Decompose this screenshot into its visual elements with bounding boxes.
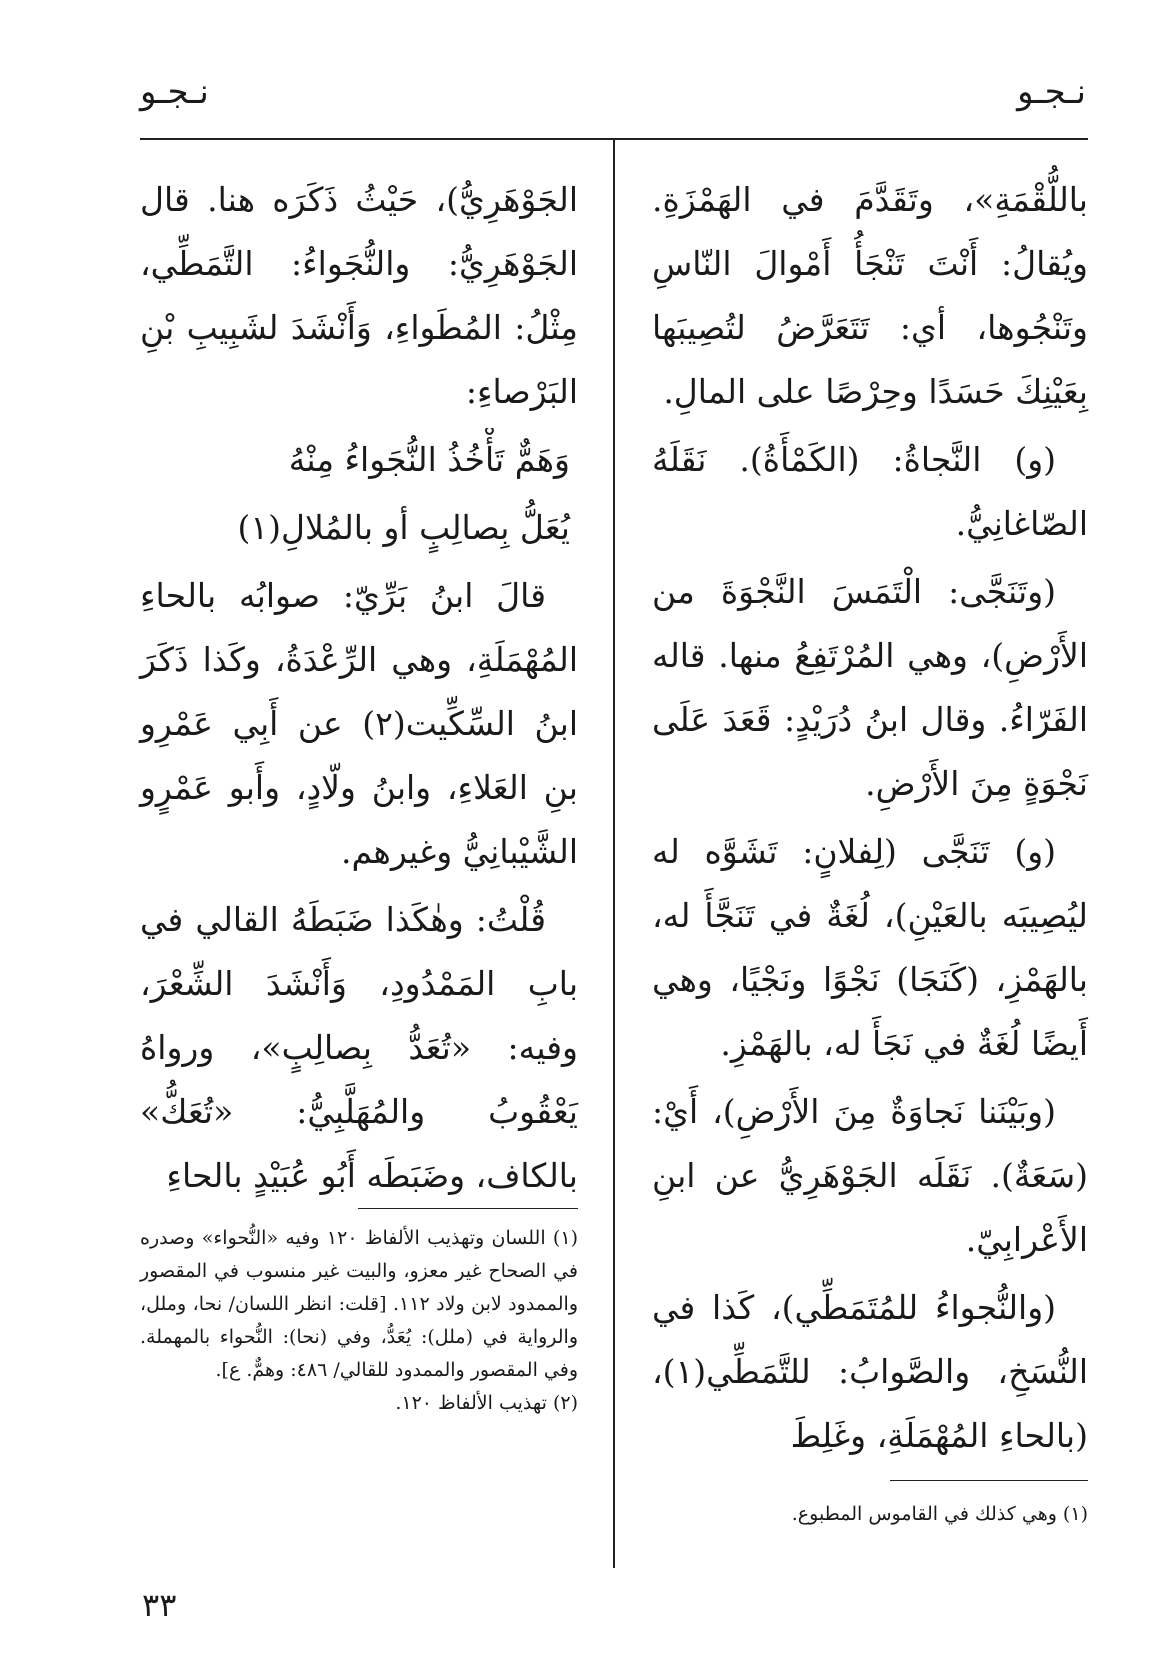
entry-paragraph: الجَوْهَرِيُّ)، حَيْثُ ذَكَرَه هنا. قال الجَوْهَرِيُّ: والنُّجَواءُ: التَّمَطِّي، مِثْلُ: المُطَواءِ، وَأَنْشَدَ لشَبِيبِ بْنِ البَرْصاءِ:	[140, 180, 578, 411]
entry-paragraph: (و) تَنَجَّى (لِفلانٍ: تَشَوَّه له ليُصِيبَه بالعَيْنِ)، لُغَةٌ في تَنَجَّأَ له، بالهَمْزِ، (كَنَجَا) نَجْوًا ونَجْيًا، وهي أَيضًا لُغَةٌ في نَجَأَ له، بالهَمْزِ.	[652, 832, 1088, 1063]
column-divider	[613, 138, 615, 1568]
entry-paragraph: قالَ ابنُ بَرِّيّ: صوابُه بالحاءِ المُهْمَلَةِ، وهي الرِّعْدَةُ، وكَذا ذَكَرَ ابنُ السِّكِّيت(٢) عن أَبِي عَمْرِو بنِ العَلاءِ، وابنُ ولّادٍ، وأَبو عَمْرٍو الشَّيْبانِيُّ وغيرهم.	[140, 576, 578, 871]
footnote: (١) وهي كذلك في القاموس المطبوع.	[791, 1503, 1088, 1525]
left-column	[140, 168, 578, 1212]
entry-paragraph: (والنُّجواءُ للمُتَمَطِّي)، كَذا في النُّسَخِ، والصَّوابُ: للتَّمَطِّي(١)، (بالحاءِ المُهْمَلَةِ، وغَلِطَ	[652, 1288, 1088, 1455]
page-number: ٣٣	[142, 1586, 177, 1624]
footnote-rule-right	[890, 1480, 1088, 1481]
verse-line-2: يُعَلُّ بِصالِبٍ أو بالمُلالِ(١)	[237, 508, 570, 547]
footnote: (٢) تهذيب الألفاظ ١٢٠.	[395, 1392, 578, 1414]
verse-line-1: وَهَمٌّ تَأْخُذُ النُّجَواءُ مِنْهُ	[288, 440, 570, 479]
right-column	[652, 168, 1088, 1472]
running-header-left: نـجـو	[140, 72, 209, 112]
footnote-rule-left	[358, 1208, 578, 1209]
footnotes-right	[700, 1498, 1088, 1531]
running-header-right: نـجـو	[1017, 72, 1086, 112]
footnotes-left	[140, 1222, 578, 1420]
entry-paragraph: (وبَيْنَنا نَجاوَةٌ مِنَ الأَرْضِ)، أَيْ: (سَعَةٌ). نَقَلَه الجَوْهَرِيُّ عن ابنِ الأَعْرابِيّ.	[652, 1092, 1088, 1259]
footnote: (١) اللسان وتهذيب الألفاظ ١٢٠ وفيه «النُّحواء» وصدره في الصحاح غير معزو، والبيت غير منسوب في المقصور والممدود لابن ولاد ١١٢. [قلت: انظر اللسان/ نحا، وملل، والرواية في (ملل): يُعَدُّ، وفي (نحا): النُّحواء بالمهملة. وفي المقصور والممدود للقالي/ ٤٨٦: وهمٌّ. ع].	[140, 1227, 579, 1381]
entry-paragraph: (وتَنَجَّى: الْتَمَسَ النَّجْوَةَ من الأَرْضِ)، وهي المُرْتَفِعُ منها. قاله الفَرّاءُ. وقال ابنُ دُرَيْدٍ: قَعَدَ عَلَى نَجْوَةٍ مِنَ الأَرْضِ.	[652, 572, 1088, 803]
entry-paragraph: قُلْتُ: وهٰكَذا ضَبَطَهُ القالي في بابِ المَمْدُودِ، وَأَنْشَدَ الشِّعْرَ، وفيه: «تُعَدُّ بِصالِبٍ»، ورواهُ يَعْقُوبُ والمُهَلَّبِيُّ: «تُعَكُّ» بالكاف، وضَبَطَه أَبُو عُبَيْدٍ بالحاءِ	[140, 900, 578, 1195]
entry-paragraph: باللُّقْمَةِ»، وتَقَدَّمَ في الهَمْزَةِ. ويُقالُ: أَنْتَ تَنْجَأُ أَمْوالَ النّاسِ وتَنْجُوها، أي: تَتَعَرَّضُ لتُصِيبَها بِعَيْنِكَ حَسَدًا وحِرْصًا على المالِ.	[652, 180, 1088, 411]
entry-paragraph: (و) النَّجاةُ: (الكَمْأَةُ). نَقَلَهُ الصّاغانِيُّ.	[652, 440, 1088, 543]
